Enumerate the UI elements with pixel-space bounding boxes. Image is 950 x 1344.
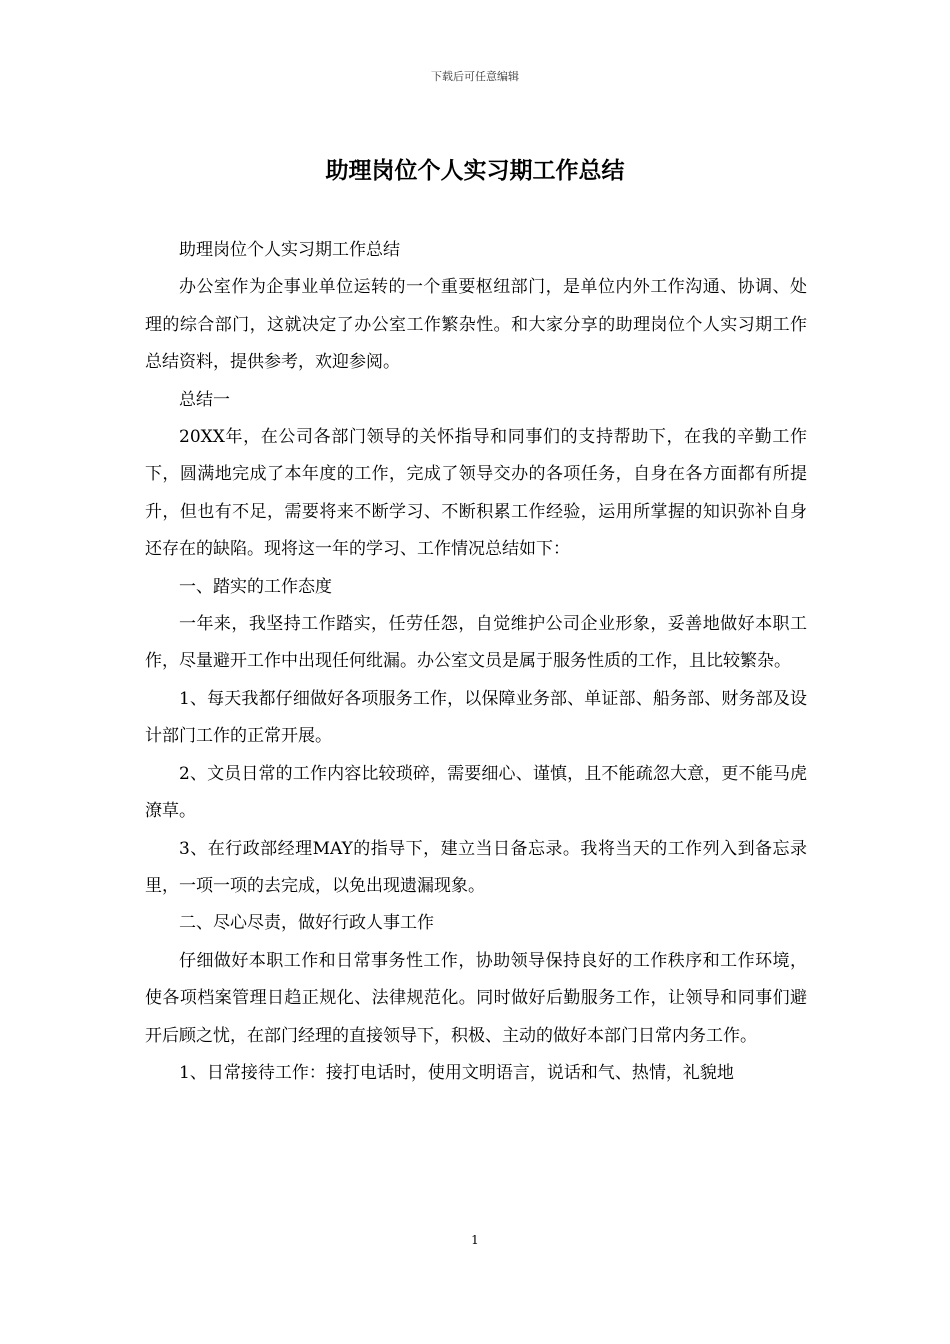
header-note: 下载后可任意编辑 — [431, 70, 519, 83]
paragraph-list-item: 1、每天我都仔细做好各项服务工作，以保障业务部、单证部、船务部、财务部及设计部门工作的正常开展。 — [145, 688, 807, 747]
paragraph-section-heading: 总结一 — [179, 389, 230, 410]
document-title: 助理岗位个人实习期工作总结 — [325, 157, 625, 184]
document-body — [145, 232, 807, 1092]
paragraph: 20XX年，在公司各部门领导的关怀指导和同事们的支持帮助下，在我的辛勤工作下，圆满地完成了本年度的工作，完成了领导交办的各项任务，自身在各方面都有所提升，但也有不足，需要将来不断学习、不断积累工作经验，运用所掌握的知识弥补自身还存在的缺陷。现将这一年的学习、工作情况总结如下： — [145, 427, 807, 560]
paragraph-list-item: 2、文员日常的工作内容比较琐碎，需要细心、谨慎，且不能疏忽大意，更不能马虎潦草。 — [145, 763, 807, 822]
page-number: 1 — [471, 1233, 479, 1247]
paragraph-subtitle: 助理岗位个人实习期工作总结 — [179, 240, 400, 260]
paragraph-list-item: 1、日常接待工作：接打电话时，使用文明语言，说话和气、热情，礼貌地 — [179, 1062, 734, 1083]
paragraph-intro: 办公室作为企事业单位运转的一个重要枢纽部门，是单位内外工作沟通、协调、处理的综合部门，这就决定了办公室工作繁杂性。和大家分享的助理岗位个人实习期工作总结资料，提供参考，欢迎参阅。 — [145, 277, 807, 373]
paragraph: 仔细做好本职工作和日常事务性工作，协助领导保持良好的工作秩序和工作环境，使各项档案管理日趋正规化、法律规范化。同时做好后勤服务工作，让领导和同事们避开后顾之忧，在部门经理的直接领导下，积极、主动的做好本部门日常内务工作。 — [145, 950, 807, 1046]
paragraph-heading: 二、尽心尽责，做好行政人事工作 — [179, 913, 434, 934]
paragraph: 一年来，我坚持工作踏实，任劳任怨，自觉维护公司企业形象，妥善地做好本职工作，尽量避开工作中出现任何纰漏。办公室文员是属于服务性质的工作，且比较繁杂。 — [145, 614, 807, 672]
paragraph-list-item: 3、在行政部经理MAY的指导下，建立当日备忘录。我将当天的工作列入到备忘录里，一项一项的去完成，以免出现遗漏现象。 — [145, 838, 807, 896]
paragraph-heading: 一、踏实的工作态度 — [179, 576, 332, 597]
